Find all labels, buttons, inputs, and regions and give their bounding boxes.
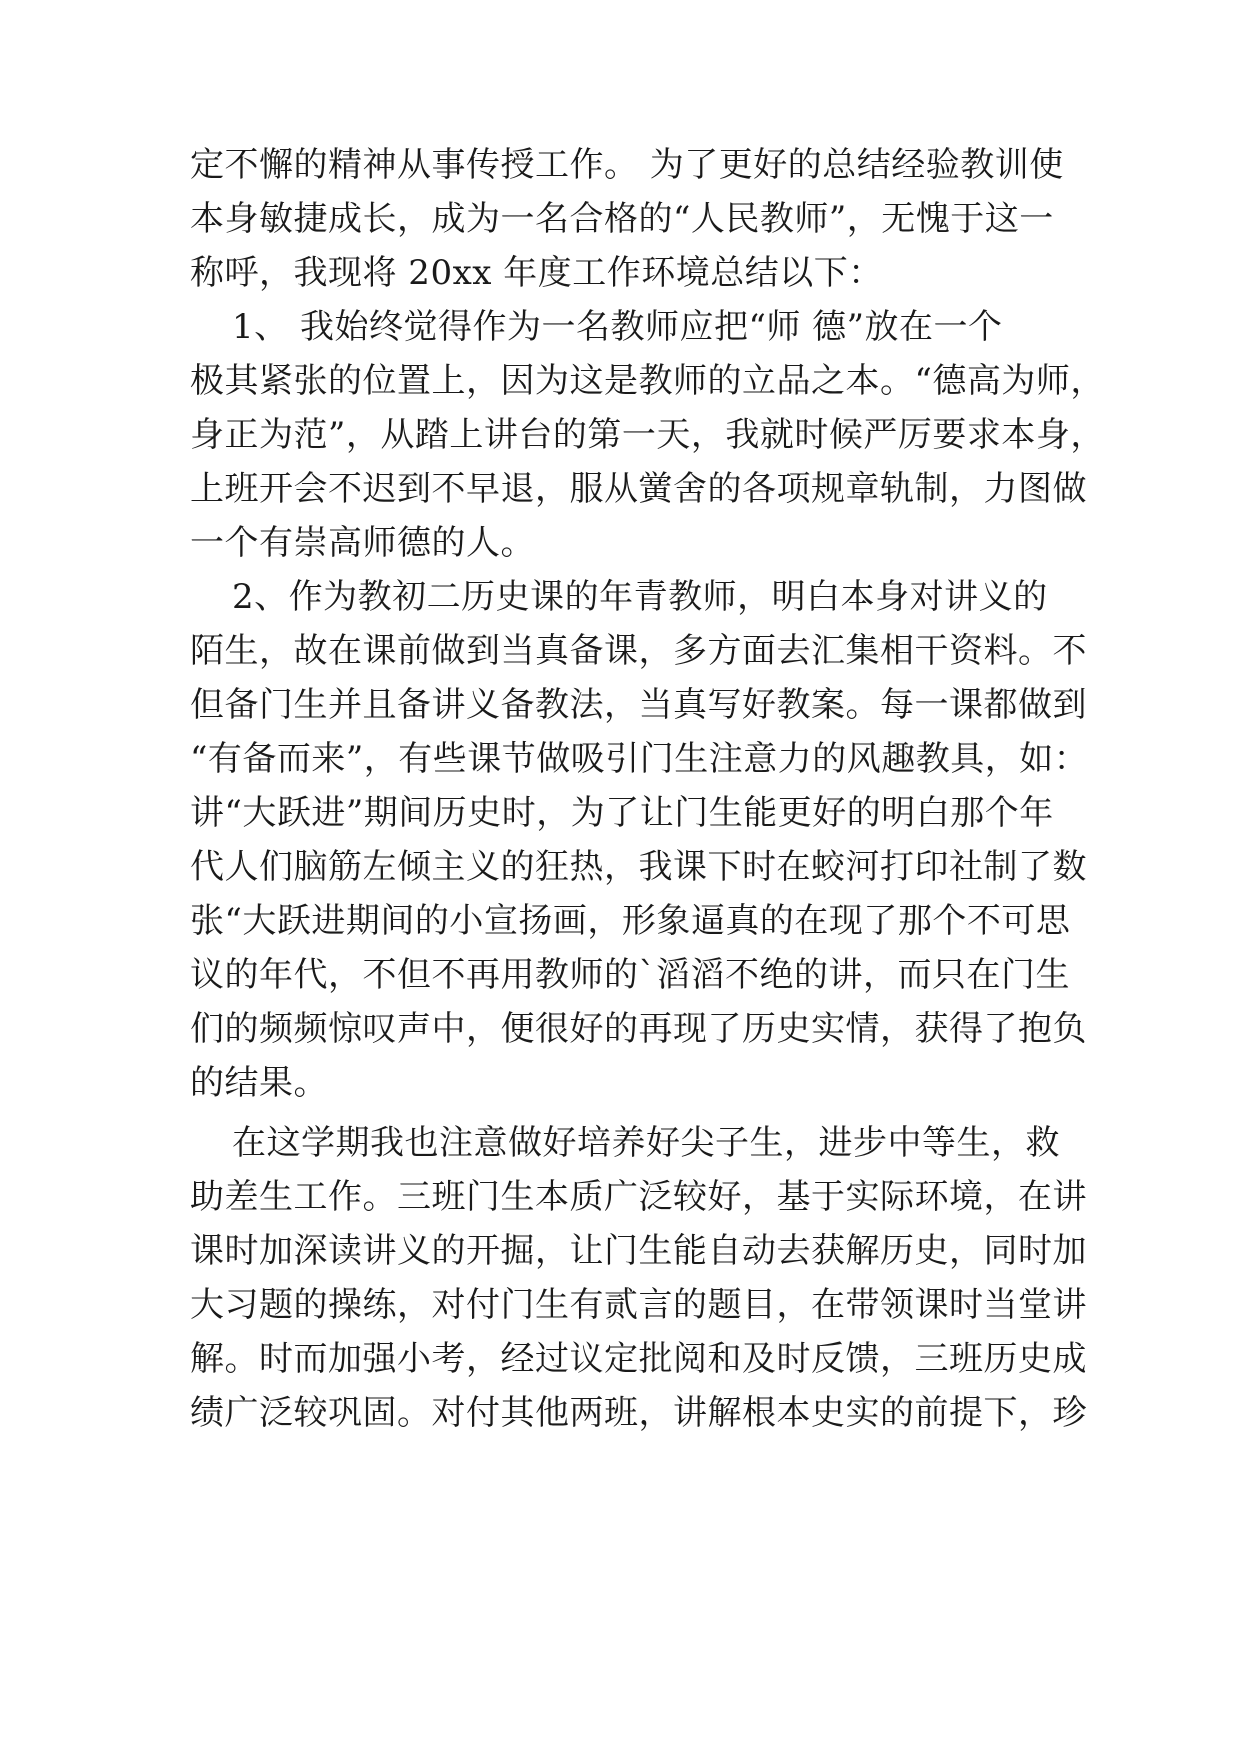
text-line: 但备门生并且备讲义备教法，当真写好教案。每一课都做到 bbox=[190, 685, 1087, 725]
text-line: 身正为范”，从踏上讲台的第一天，我就时候严厉要求本身， bbox=[190, 415, 1105, 455]
text-line: 张“大跃进期间的小宣扬画，形象逼真的在现了那个不可思 bbox=[190, 901, 1071, 941]
text-line: 课时加深读讲义的开掘，让门生能自动去获解历史，同时加 bbox=[190, 1231, 1087, 1271]
text-line: 议的年代，不但不再用教师的`滔滔不绝的讲，而只在门生 bbox=[190, 955, 1070, 995]
text-line: 极其紧张的位置上，因为这是教师的立品之本。“德高为师， bbox=[190, 361, 1105, 401]
text-line: 们的频频惊叹声中，便很好的再现了历史实情，获得了抱负 bbox=[190, 1009, 1087, 1049]
text-line: 代人们脑筋左倾主义的狂热，我课下时在蛟河打印社制了数 bbox=[190, 847, 1087, 887]
text-line: 助差生工作。三班门生本质广泛较好，基于实际环境，在讲 bbox=[190, 1177, 1087, 1217]
text-line: 的结果。 bbox=[190, 1063, 328, 1103]
text-line: 1、 我始终觉得作为一名教师应把“师 德”放在一个 bbox=[232, 307, 1003, 347]
text-line: 定不懈的精神从事传授工作。 为了更好的总结经验教训使 bbox=[190, 145, 1064, 185]
text-line: 一个有崇高师德的人。 bbox=[190, 523, 535, 563]
text-line: 本身敏捷成长，成为一名合格的“人民教师”，无愧于这一 bbox=[190, 199, 1054, 239]
text-line: 称呼，我现将 20xx 年度工作环境总结以下： bbox=[190, 253, 883, 293]
text-line: “有备而来”，有些课节做吸引门生注意力的风趣教具，如： bbox=[190, 739, 1089, 779]
text-line: 大习题的操练，对付门生有贰言的题目，在带领课时当堂讲 bbox=[190, 1285, 1087, 1325]
text-line: 讲“大跃进”期间历史时，为了让门生能更好的明白那个年 bbox=[190, 793, 1054, 833]
text-line: 解。时而加强小考，经过议定批阅和及时反馈，三班历史成 bbox=[190, 1339, 1087, 1379]
text-line: 陌生，故在课前做到当真备课，多方面去汇集相干资料。不 bbox=[190, 631, 1087, 671]
text-line: 上班开会不迟到不早退，服从黉舍的各项规章轨制，力图做 bbox=[190, 469, 1087, 509]
text-line: 在这学期我也注意做好培养好尖子生，进步中等生，救 bbox=[232, 1123, 1060, 1163]
text-line: 绩广泛较巩固。对付其他两班，讲解根本史实的前提下，珍 bbox=[190, 1393, 1087, 1433]
text-line: 2、作为教初二历史课的年青教师，明白本身对讲义的 bbox=[232, 577, 1048, 617]
